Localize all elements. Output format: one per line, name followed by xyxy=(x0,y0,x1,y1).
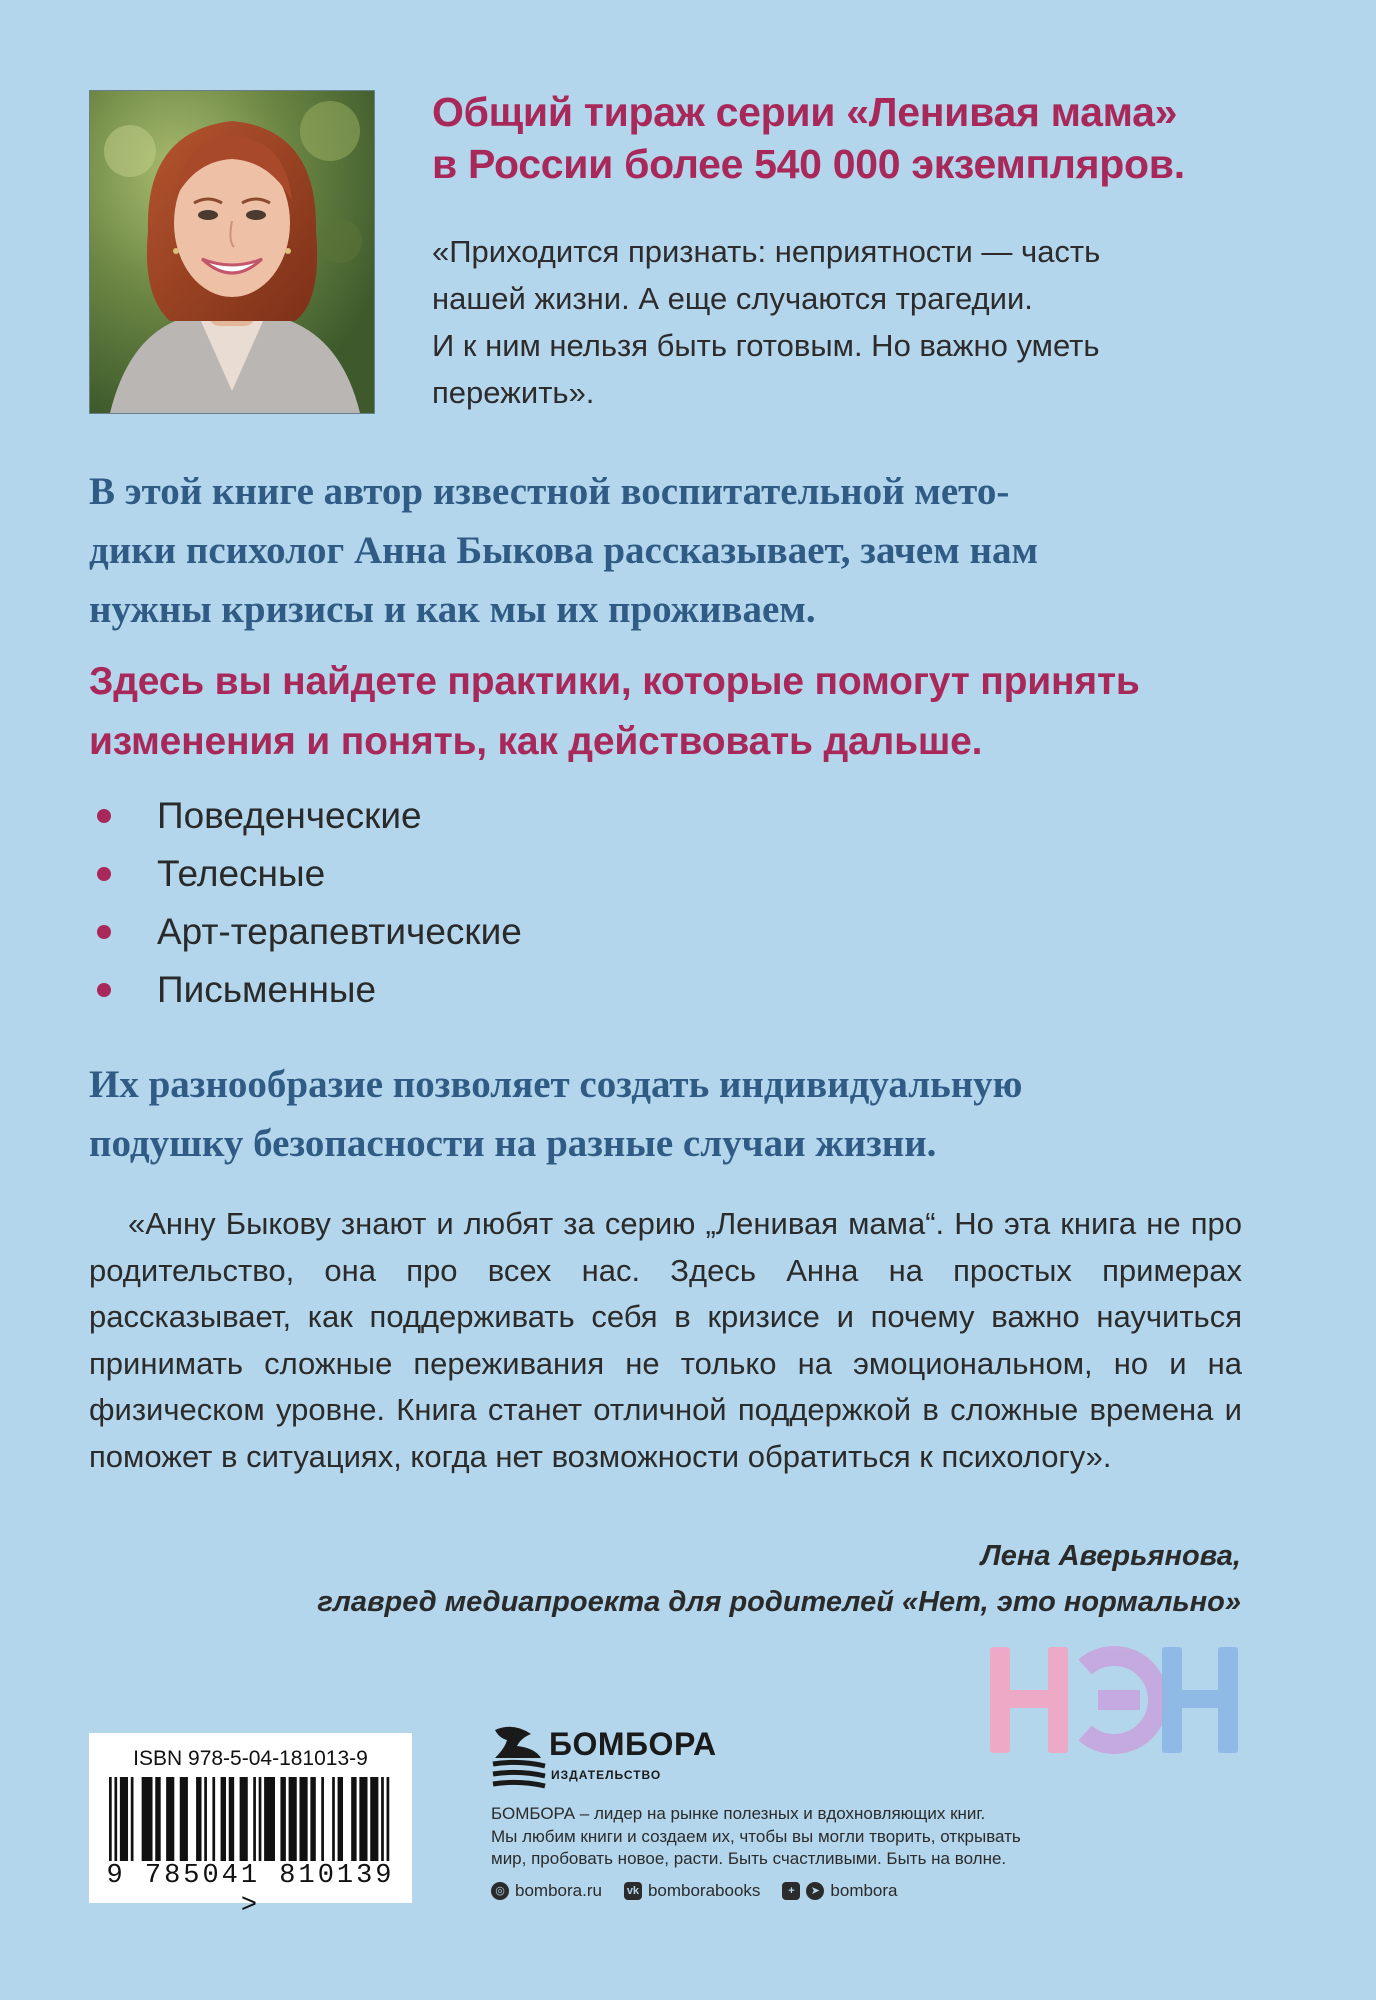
intro-line: нужны кризисы и как мы их проживаем. xyxy=(89,588,816,631)
intro-line: дики психолог Анна Быкова рассказывает, зачем нам xyxy=(89,529,1039,572)
social-label: bombora xyxy=(830,1881,898,1900)
publisher-name: БОМБОРА xyxy=(549,1726,717,1762)
barcode-bar xyxy=(332,1777,335,1861)
list-item xyxy=(89,961,789,1019)
barcode-bar xyxy=(204,1777,207,1861)
list-item-label: Письменные xyxy=(157,969,377,1010)
variety-line: Их разнообразие позволяет создать индивидуальную xyxy=(89,1063,1023,1106)
isbn-digits: 9 785041 810139 > xyxy=(106,1861,395,1921)
headline-line: Общий тираж серии «Ленивая мама» xyxy=(432,89,1178,135)
practices-lead xyxy=(89,652,1289,772)
barcode-bar xyxy=(131,1777,134,1861)
barcode-bars xyxy=(109,1777,392,1861)
barcode-bar xyxy=(166,1777,174,1861)
barcode-bar xyxy=(264,1777,275,1861)
headline-line: в России более 540 000 экземпляров. xyxy=(432,141,1185,187)
bullet-icon xyxy=(97,809,111,823)
list-item xyxy=(89,845,789,903)
practices-list xyxy=(89,787,789,1019)
list-item xyxy=(89,903,789,961)
barcode-bar xyxy=(351,1777,356,1861)
barcode-bar xyxy=(259,1777,262,1861)
social-link-site[interactable] xyxy=(491,1881,602,1901)
author-photo xyxy=(89,90,375,414)
author-quote xyxy=(432,228,1332,416)
quote-line: «Приходится признать: неприятности — часть xyxy=(432,234,1101,269)
nen-letter-3 xyxy=(1162,1647,1238,1753)
telegram-icon: ➤ xyxy=(806,1882,824,1900)
publisher-description-line: Мы любим книги и создаем их, чтобы вы могли творить, открывать xyxy=(491,1826,1021,1846)
quote-line: нашей жизни. А еще случаются трагедии. xyxy=(432,281,1033,316)
barcode-bar xyxy=(387,1777,390,1861)
quote-line: И к ним нельзя быть готовым. Но важно уметь xyxy=(432,328,1100,363)
publisher-description-line: мир, пробовать новое, расти. Быть счастливыми. Быть на волне. xyxy=(491,1849,1007,1868)
barcode-bar xyxy=(359,1777,367,1861)
barcode-bar xyxy=(180,1777,188,1861)
publisher-description xyxy=(491,1803,1091,1871)
review-signature xyxy=(317,1533,1241,1625)
practices-lead-line: Здесь вы найдете практики, которые помогут принять xyxy=(89,660,1140,703)
publisher-description-line: БОМБОРА – лидер на рынке полезных и вдохновляющих книг. xyxy=(491,1804,986,1823)
list-item-label: Поведенческие xyxy=(157,795,422,836)
vk-icon: vk xyxy=(624,1882,642,1900)
nen-letter-1 xyxy=(990,1647,1068,1753)
social-label: bomborabooks xyxy=(647,1881,761,1900)
barcode-bar xyxy=(229,1777,234,1861)
barcode-bar xyxy=(310,1777,315,1861)
bullet-icon xyxy=(97,867,111,881)
bullet-icon xyxy=(97,983,111,997)
social-label: bombora.ru xyxy=(515,1881,602,1900)
barcode-bar xyxy=(280,1777,285,1861)
variety-line: подушку безопасности на разные случаи жизни. xyxy=(89,1122,937,1165)
barcode-bar xyxy=(299,1777,307,1861)
barcode-bar xyxy=(240,1777,248,1861)
variety-paragraph xyxy=(89,1055,1249,1173)
review-author: Лена Аверьянова, xyxy=(980,1540,1241,1572)
list-item-label: Телесные xyxy=(157,853,326,894)
barcode-bar xyxy=(253,1777,256,1861)
social-links xyxy=(491,1881,898,1901)
social-link-telegram[interactable] xyxy=(782,1881,897,1901)
practices-lead-line: изменения и понять, как действовать дальше. xyxy=(89,720,983,763)
author-portrait xyxy=(90,91,374,413)
barcode-bar xyxy=(120,1777,128,1861)
nen-letter-2 xyxy=(1085,1656,1158,1744)
intro-paragraph xyxy=(89,462,1249,639)
review-quote: «Анну Быкову знают и любят за серию „Ленивая мама“. Но эта книга не про родительство, она про всех нас. Здесь Анна на простых примерах рассказывает, как поддерживать себя в кризисе и почему важно научиться принимать сложные переживания не только на эмоциональном, но и на физическом уровне. Книга станет отличной поддержкой в сложные времена и поможет в ситуациях, когда нет возможности обратиться к психологу». xyxy=(89,1206,1242,1474)
quote-line: пережить». xyxy=(432,375,595,410)
barcode-bar xyxy=(142,1777,153,1861)
barcode-bar xyxy=(321,1777,324,1861)
nen-logo xyxy=(990,1645,1240,1755)
barcode-bar xyxy=(109,1777,112,1861)
barcode-bar xyxy=(155,1777,160,1861)
review-author-role: главред медиапроекта для родителей «Нет, это нормально» xyxy=(317,1586,1241,1618)
headline xyxy=(432,86,1332,190)
publisher-subtitle: ИЗДАТЕЛЬСТВО xyxy=(551,1768,662,1782)
barcode-bar xyxy=(370,1777,378,1861)
list-item xyxy=(89,787,789,845)
intro-line: В этой книге автор известной воспитательной мето- xyxy=(89,470,1010,513)
social-link-vk[interactable] xyxy=(624,1881,760,1901)
barcode-bar xyxy=(196,1777,201,1861)
barcode-bar xyxy=(338,1777,343,1861)
barcode-bar xyxy=(289,1777,297,1861)
isbn-barcode xyxy=(89,1733,412,1921)
plus-icon: + xyxy=(782,1882,800,1900)
barcode-bar xyxy=(212,1777,215,1861)
barcode-bar xyxy=(381,1777,384,1861)
barcode-bar xyxy=(221,1777,226,1861)
list-item-label: Арт-терапевтические xyxy=(157,911,522,952)
bullet-icon xyxy=(97,925,111,939)
globe-icon: ◎ xyxy=(491,1882,509,1900)
isbn-label: ISBN 978-5-04-181013-9 xyxy=(133,1747,368,1770)
barcode-bar xyxy=(114,1777,117,1861)
